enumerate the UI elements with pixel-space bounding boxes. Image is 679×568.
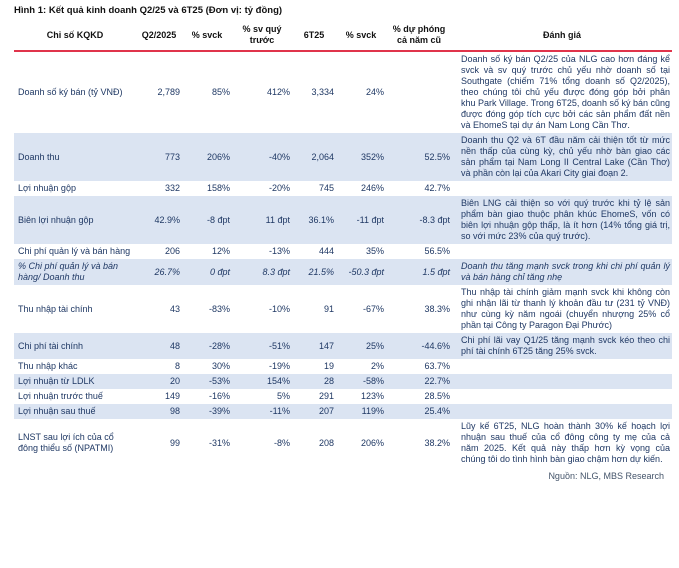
cell-du-phong: -44.6%: [421, 340, 450, 351]
cell-svck-q2: 30%: [211, 361, 230, 371]
results-table: [14, 22, 672, 467]
row-label: Lợi nhuận trước thuế: [18, 391, 103, 401]
cell-sv-quy-truoc: 11 đpt: [265, 214, 290, 225]
cell-q2-2025: 99: [169, 437, 180, 448]
cell-danh-gia: [452, 404, 672, 419]
cell-sv-quy-truoc: -20%: [268, 183, 290, 193]
cell-sv-quy-truoc: 5%: [276, 391, 290, 401]
cell-q2-2025: 43: [169, 303, 180, 314]
cell-q2-2025: 26.7%: [154, 266, 180, 277]
cell-du-phong: 1.5 đpt: [422, 266, 450, 277]
cell-du-phong: -8.3 đpt: [419, 214, 450, 225]
cell-sv-quy-truoc: 154%: [266, 376, 290, 386]
table-row: [14, 419, 672, 467]
header-row: [14, 22, 672, 51]
table-row: [14, 181, 672, 196]
cell-q2-2025: 98: [169, 406, 180, 416]
cell-svck-6t: 35%: [365, 246, 384, 256]
cell-du-phong: 63.7%: [424, 361, 450, 371]
cell-svck-q2: -83%: [208, 303, 230, 314]
cell-6t25: 2,064: [311, 151, 334, 162]
cell-sv-quy-truoc: -51%: [268, 340, 290, 351]
cell-6t25: 3,334: [311, 87, 334, 97]
table-row: [14, 259, 672, 285]
cell-svck-6t: -50.3 đpt: [348, 266, 384, 277]
cell-svck-q2: 85%: [211, 87, 230, 97]
table-row: [14, 51, 672, 133]
cell-du-phong: 28.5%: [424, 391, 450, 401]
cell-du-phong: 38.2%: [424, 437, 450, 448]
cell-q2-2025: 332: [164, 183, 180, 193]
row-label: Thu nhập khác: [18, 361, 78, 371]
header-sv-quy-truoc: % sv quý trước: [242, 24, 282, 45]
row-label: Lợi nhuận gộp: [18, 183, 76, 193]
cell-q2-2025: 206: [164, 246, 180, 256]
cell-6t25: 207: [318, 406, 334, 416]
cell-du-phong: 22.7%: [424, 376, 450, 386]
cell-svck-6t: 206%: [360, 437, 384, 448]
table-row: [14, 285, 672, 333]
cell-danh-gia: Thu nhập tài chính giảm mạnh svck khi không còn ghi nhận lãi từ thanh lý khoản đầu tư (231 tỷ VNĐ) như cùng kỳ năm ngoái (chuyển nhượng 25% cổ phần tại Công ty Paragon Đại Phước): [461, 287, 670, 330]
row-label: LNST sau lợi ích của cổ đông thiểu số (NPATMI): [18, 432, 114, 453]
cell-sv-quy-truoc: -11%: [269, 406, 290, 416]
row-label: Lợi nhuận từ LDLK: [18, 376, 95, 386]
row-label: % Chi phí quản lý và bán hàng/ Doanh thu: [18, 261, 119, 282]
cell-danh-gia: Lũy kế 6T25, NLG hoàn thành 30% kế hoạch lợi nhuận sau thuế của cổ đông công ty mẹ của cả năm 2025. Kết quả này thấp hơn kỳ vọng của chúng tôi do tình hình bàn giao chậm hơn dự kiến.: [461, 421, 670, 464]
table-row: [14, 196, 672, 244]
cell-6t25: 291: [318, 391, 334, 401]
cell-q2-2025: 48: [169, 340, 180, 351]
cell-svck-6t: -11 đpt: [356, 214, 384, 225]
row-label: Lợi nhuận sau thuế: [18, 406, 96, 416]
cell-sv-quy-truoc: -19%: [268, 361, 290, 371]
row-label: Doanh thu: [18, 151, 60, 162]
table-row: [14, 404, 672, 419]
cell-svck-q2: 0 đpt: [209, 266, 230, 277]
cell-danh-gia: Doanh thu Q2 và 6T đầu năm cải thiện tốt từ mức nền thấp của cùng kỳ, chủ yếu nhờ bàn giao các sản phẩm tại Nam Long II Central Lake (Cần Thơ) và phần còn lại của Akari City giai đoạn 2.: [461, 135, 670, 178]
cell-svck-q2: 12%: [211, 246, 230, 256]
cell-du-phong: 25.4%: [424, 406, 450, 416]
cell-svck-6t: 352%: [360, 151, 384, 162]
cell-sv-quy-truoc: 412%: [266, 87, 290, 97]
table-row: [14, 333, 672, 359]
cell-svck-q2: -53%: [208, 376, 230, 386]
table-row: [14, 389, 672, 404]
row-label: Doanh số ký bán (tỷ VNĐ): [18, 87, 123, 97]
cell-6t25: 147: [318, 340, 334, 351]
cell-svck-6t: 123%: [360, 391, 384, 401]
cell-sv-quy-truoc: -8%: [273, 437, 290, 448]
cell-svck-q2: 158%: [206, 183, 230, 193]
row-label: Thu nhập tài chính: [18, 303, 93, 314]
header-danh-gia: Đánh giá: [542, 29, 581, 40]
cell-du-phong: 56.5%: [424, 246, 450, 256]
cell-danh-gia: Chi phí lãi vay Q1/25 tăng mạnh svck kéo theo chi phí tài chính 6T25 tăng 25% svck.: [461, 335, 670, 356]
cell-danh-gia: [452, 374, 672, 389]
cell-svck-q2: -8 đpt: [206, 214, 230, 225]
cell-danh-gia: Doanh số ký bán Q2/25 của NLG cao hơn đáng kể svck và sv quý trước chủ yếu nhờ doanh số tại Southgate (chiếm 71% tổng doanh số Q2/2025), theo chúng tôi chủ yếu được đóng góp bởi phân khu Park Village. Trong 6T25, doanh số ký bán cũng được đóng góp tích cực bởi các sản phẩm đất nền và EhomeS tại dự án Nam Long Cần Thơ.: [461, 54, 670, 130]
cell-6t25: 28: [323, 376, 334, 386]
table-row: [14, 359, 672, 374]
table-row: [14, 374, 672, 389]
header-chi-so-kqkd: Chỉ số KQKD: [46, 29, 104, 40]
table-row: [14, 244, 672, 259]
cell-q2-2025: 149: [164, 391, 180, 401]
cell-q2-2025: 2,789: [157, 87, 180, 97]
cell-svck-6t: 25%: [365, 340, 384, 351]
cell-6t25: 745: [318, 183, 334, 193]
cell-svck-6t: 2%: [370, 361, 384, 371]
cell-svck-q2: -39%: [208, 406, 230, 416]
cell-6t25: 444: [318, 246, 334, 256]
header-du-phong: % dự phóng cả năm cũ: [392, 24, 446, 45]
cell-6t25: 21.5%: [308, 266, 334, 277]
cell-q2-2025: 42.9%: [154, 214, 180, 225]
cell-svck-6t: 246%: [360, 183, 384, 193]
cell-svck-6t: 24%: [365, 87, 384, 97]
cell-6t25: 36.1%: [308, 214, 334, 225]
header-svck-6t: % svck: [345, 29, 377, 40]
row-label: Biên lợi nhuận gộp: [18, 214, 94, 225]
cell-svck-q2: -16%: [208, 391, 230, 401]
cell-du-phong: 52.5%: [424, 151, 450, 162]
cell-q2-2025: 20: [169, 376, 180, 386]
cell-danh-gia: [452, 389, 672, 404]
cell-danh-gia: [452, 359, 672, 374]
source-note: Nguồn: NLG, MBS Research: [548, 471, 664, 481]
header-6t25: 6T25: [303, 29, 325, 40]
cell-danh-gia: [452, 181, 672, 196]
table-header: [14, 22, 672, 51]
cell-danh-gia: Doanh thu tăng mạnh svck trong khi chi phí quản lý và bán hàng chỉ tăng nhẹ: [461, 261, 670, 282]
cell-svck-6t: 119%: [361, 406, 384, 416]
cell-sv-quy-truoc: -40%: [268, 151, 290, 162]
table-row: [14, 133, 672, 181]
cell-du-phong: 38.3%: [424, 303, 450, 314]
row-label: Chi phí tài chính: [18, 340, 84, 351]
cell-danh-gia: [452, 244, 672, 259]
cell-6t25: 208: [318, 437, 334, 448]
cell-danh-gia: Biên LNG cải thiện so với quý trước khi tỷ lệ sản phẩm bàn giao thuộc phân khúc EhomeS, vốn có biên lợi nhuận gộp thấp, là ít hơn (14% tổng giá trị, so với mức 23% của quý trước).: [461, 198, 670, 241]
table-body: [14, 51, 672, 467]
row-label: Chi phí quản lý và bán hàng: [18, 246, 131, 256]
header-svck-q2: % svck: [191, 29, 223, 40]
cell-q2-2025: 8: [174, 361, 180, 371]
cell-6t25: 91: [323, 303, 334, 314]
cell-svck-6t: -58%: [362, 376, 384, 386]
cell-svck-q2: -28%: [208, 340, 230, 351]
cell-6t25: 19: [323, 361, 334, 371]
cell-sv-quy-truoc: -10%: [268, 303, 290, 314]
cell-du-phong: 42.7%: [424, 183, 450, 193]
cell-svck-q2: 206%: [206, 151, 230, 162]
figure-title: Hình 1: Kết quả kinh doanh Q2/25 và 6T25 (Đơn vị: tỷ đồng): [14, 5, 283, 16]
header-q2-2025: Q2/2025: [141, 29, 177, 40]
cell-sv-quy-truoc: 8.3 đpt: [262, 266, 290, 277]
cell-sv-quy-truoc: -13%: [268, 246, 290, 256]
cell-svck-6t: -67%: [362, 303, 384, 314]
cell-svck-q2: -31%: [208, 437, 230, 448]
cell-du-phong: [386, 51, 452, 133]
cell-q2-2025: 773: [164, 151, 180, 162]
